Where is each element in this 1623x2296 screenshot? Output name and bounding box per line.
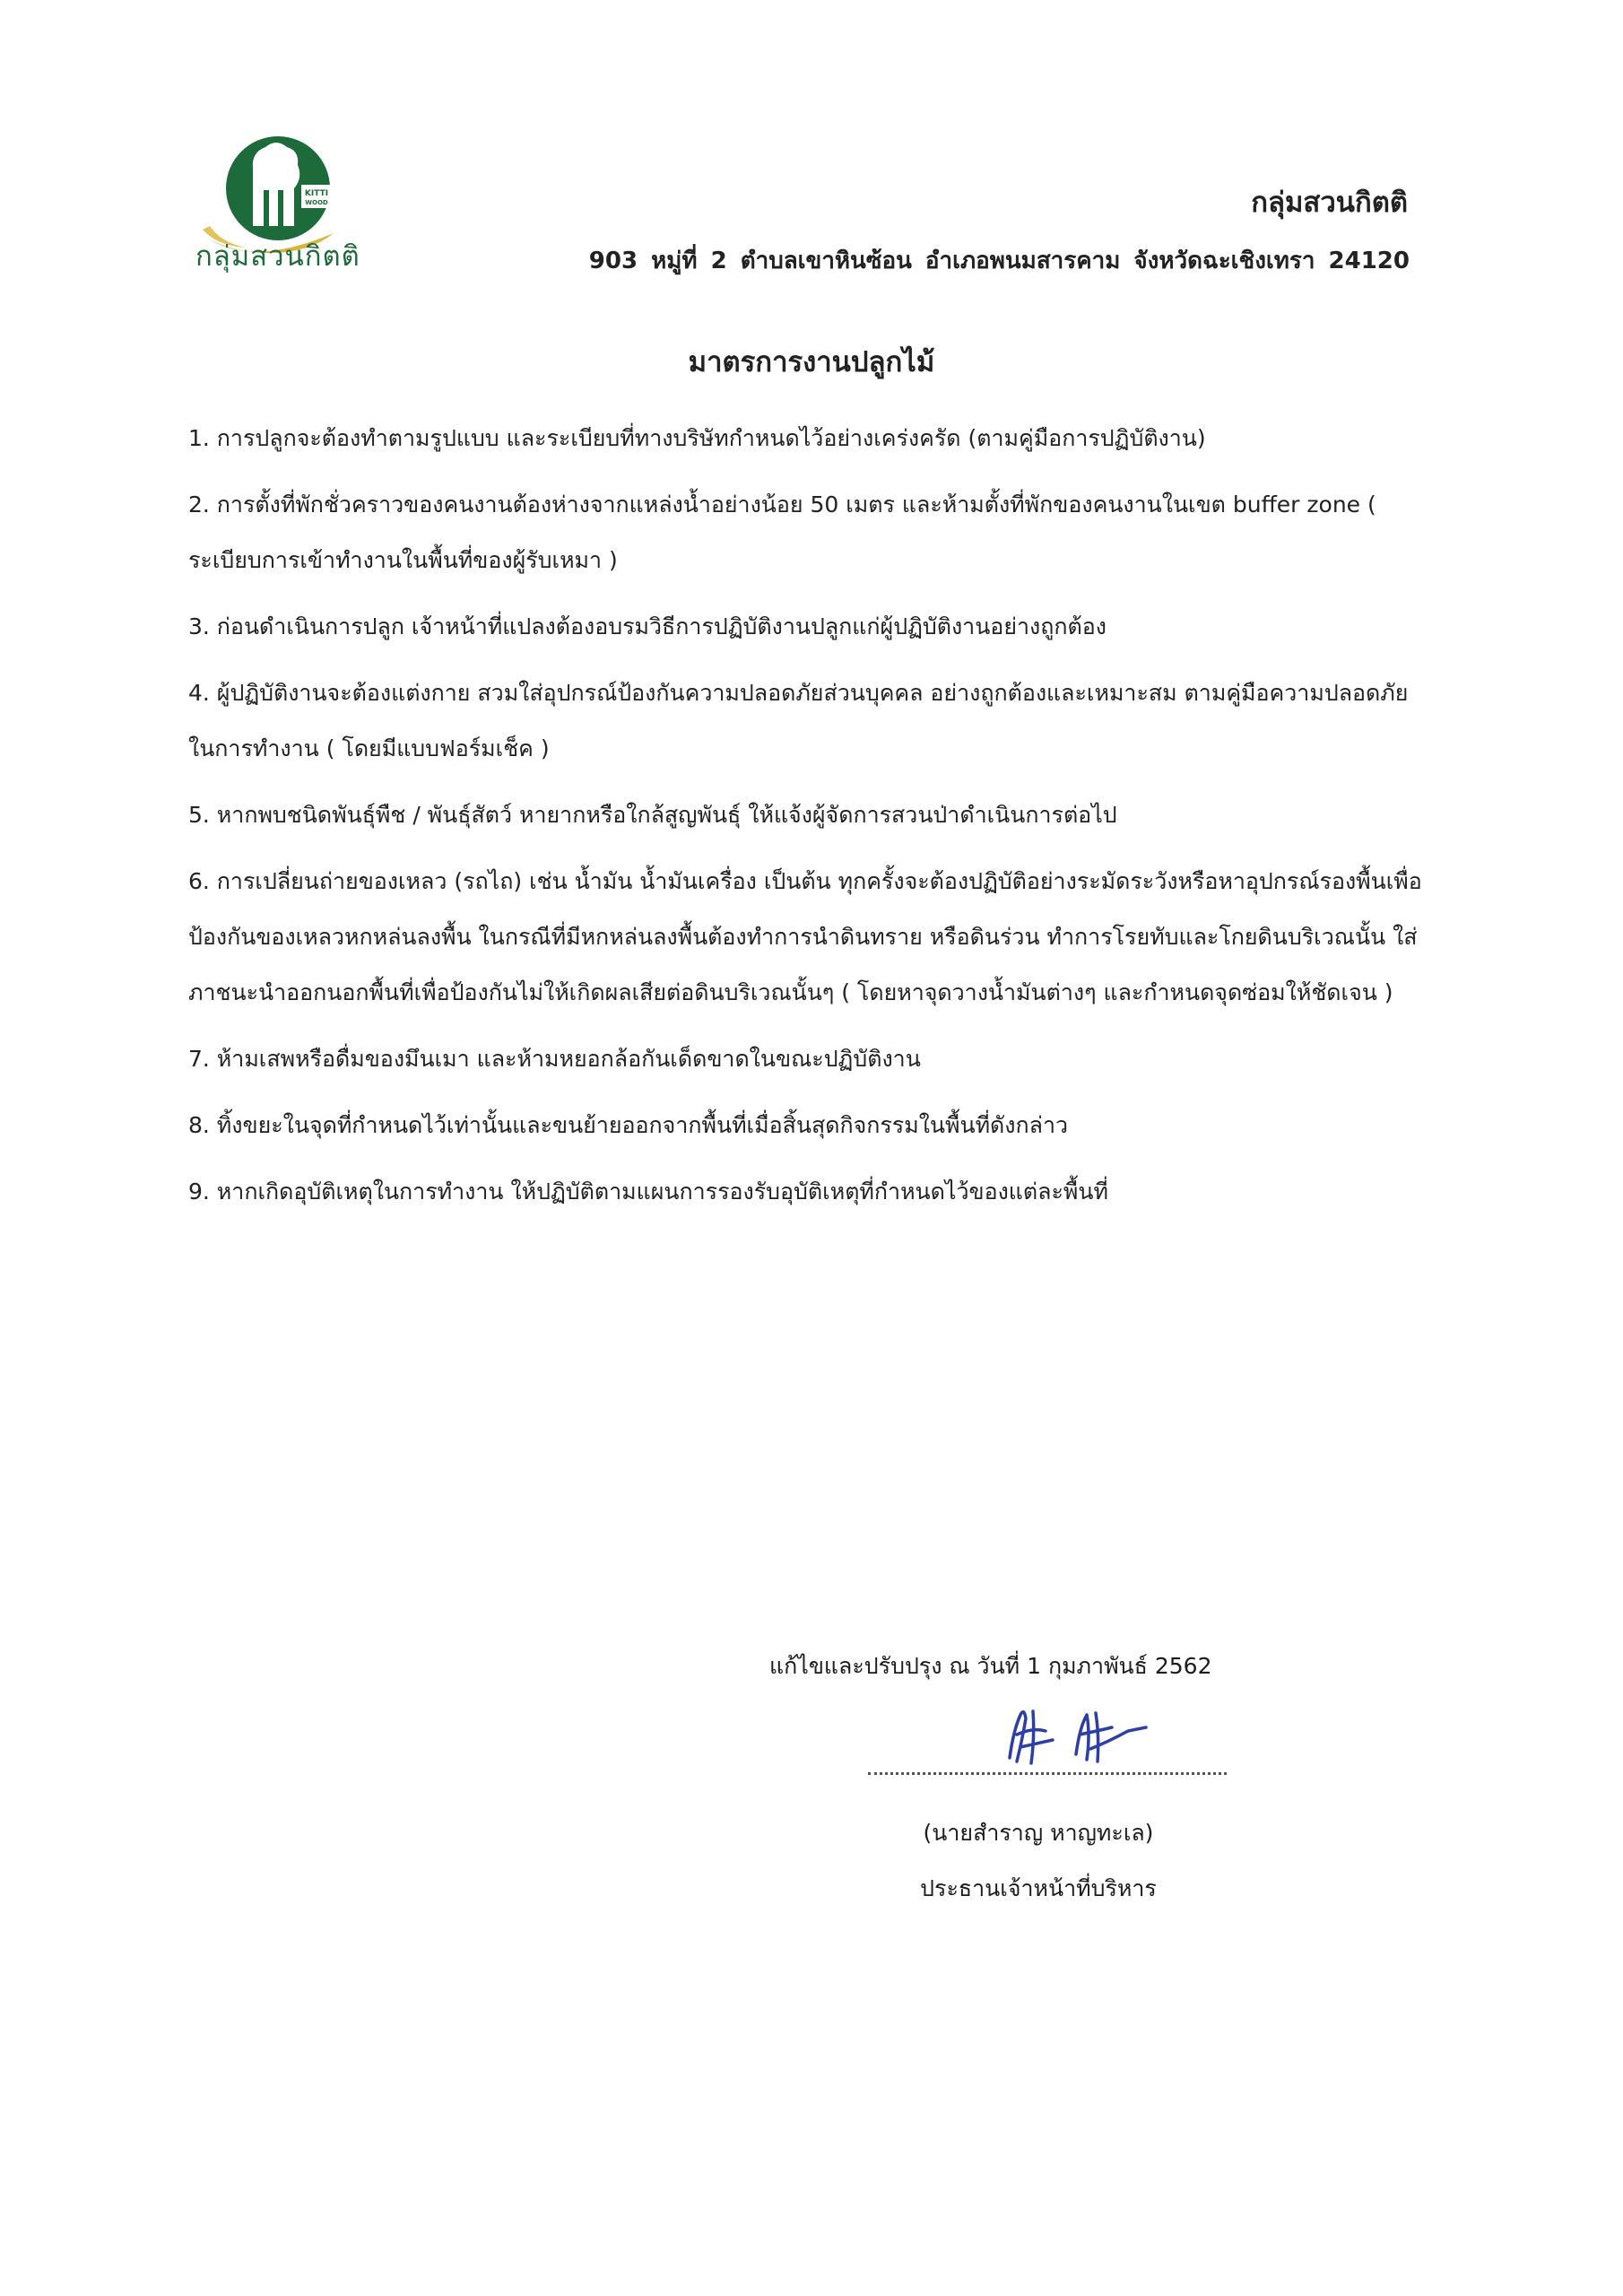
svg-text:KITTI: KITTI [304,189,329,198]
svg-text:WOOD: WOOD [305,199,328,206]
measure-item-8: 8. ทิ้งขยะในจุดที่กำหนดไว้เท่านั้นและขนย้ายออกจากพื้นที่เมื่อสิ้นสุดกิจกรรมในพื้นที่ดังกล่าว [188,1112,1069,1138]
measure-item-1: 1. การปลูกจะต้องทำตามรูปแบบ และระเบียบที่ทางบริษัทกำหนดไว้อย่างเคร่งครัด (ตามคู่มือการปฏิบัติงาน) [188,425,1206,451]
document-title: มาตรการงานปลูกไม้ [688,346,935,378]
signer-name: (นายสำราญ หาญทะเล) [923,1820,1154,1846]
organization-address: 903 หมู่ที่ 2 ตำบลเขาหินซ้อน อำเภอพนมสารคาม จังหวัดฉะเชิงเทรา 24120 [588,248,1410,274]
measure-item-4: 4. ผู้ปฏิบัติงานจะต้องแต่งกาย สวมใส่อุปกรณ์ป้องกันความปลอดภัยส่วนบุคคล อย่างถูกต้องและเหมาะสม ตามคู่มือความปลอดภัยในการทำงาน ( โดยมีแบบฟอร์มเช็ค ) [188,680,1409,761]
organization-name: กลุ่มสวนกิตติ [1251,187,1408,219]
measure-item-7: 7. ห้ามเสพหรือดื่มของมึนเมา และห้ามหยอกล้อกันเด็ดขาดในขณะปฏิบัติงาน [188,1046,921,1072]
measure-item-3: 3. ก่อนดำเนินการปลูก เจ้าหน้าที่แปลงต้องอบรมวิธีการปฏิบัติงานปลูกแก่ผู้ปฏิบัติงานอย่างถูกต้อง [188,613,1107,639]
logo-caption: กลุ่มสวนกิตติ [195,240,360,273]
measure-item-9: 9. หากเกิดอุบัติเหตุในการทำงาน ให้ปฏิบัติตามแผนการรองรับอุบัติเหตุที่กำหนดไว้ของแต่ละพื้นที่ [188,1178,1108,1205]
signature-block [769,1648,1271,1901]
measure-item-5: 5. หากพบชนิดพันธุ์พืช / พันธุ์สัตว์ หายากหรือใกล้สูญพันธุ์ ให้แจ้งผู้จัดการสวนป่าดำเนินการต่อไป [188,802,1117,828]
measure-item-2: 2. การตั้งที่พักชั่วคราวของคนงานต้องห่างจากแหล่งน้ำอย่างน้อย 50 เมตร และห้ามตั้งที่พักของคนงานในเขต buffer zone ( ระเบียบการเข้าทำงานในพื้นที่ของผู้รับเหมา ) [188,491,1376,573]
signer-title: ประธานเจ้าหน้าที่บริหาร [920,1875,1157,1901]
signature-line [868,1772,1227,1775]
handwritten-signature [994,1695,1155,1776]
measure-item-6: 6. การเปลี่ยนถ่ายของเหลว (รถไถ) เช่น น้ำมัน น้ำมันเครื่อง เป็นต้น ทุกครั้งจะต้องปฏิบัติอย่างระมัดระวังหรือหาอุปกรณ์รองพื้นเพื่อป้องกันของเหลวหกหล่นลงพื้น ในกรณีที่มีหกหล่นลงพื้นต้องทำการนำดินทราย หรือดินร่วน ทำการโรยทับและโกยดินบริเวณนั้น ใส่ภาชนะนำออกนอกพื้นที่เพื่อป้องกันไม่ให้เกิดผลเสียต่อดินบริเวณนั้นๆ ( โดยหาจุดวางน้ำมันต่างๆ และกำหนดจุดซ่อมให้ชัดเจน ) [188,868,1422,1005]
measures-list [188,411,1426,1231]
revision-date: แก้ไขและปรับปรุง ณ วันที่ 1 กุมภาพันธ์ 2562 [769,1653,1212,1679]
